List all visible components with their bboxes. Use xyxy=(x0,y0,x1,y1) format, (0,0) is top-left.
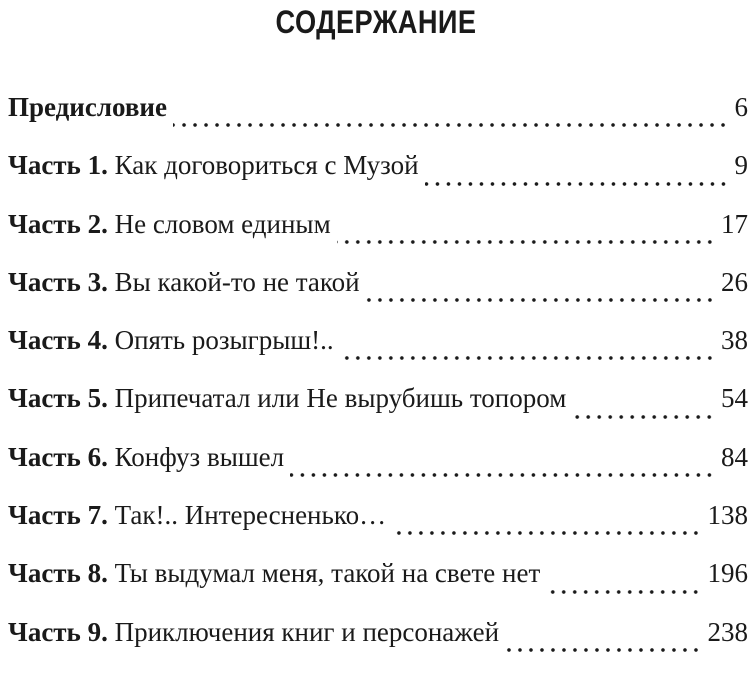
toc-entry-label xyxy=(8,500,386,531)
toc-entry-page: 84 xyxy=(721,441,748,472)
toc-entry-label xyxy=(8,267,360,298)
toc-entry[interactable] xyxy=(8,442,748,500)
toc-entry[interactable] xyxy=(8,617,748,675)
toc-entry-title: Конфуз вышел xyxy=(114,441,285,472)
toc-entry-label xyxy=(8,383,566,414)
toc-entry-label xyxy=(8,150,419,181)
toc-entry-title: Как договориться с Музой xyxy=(114,150,419,181)
toc-entry-title: Ты выдумал меня, такой на свете нет xyxy=(114,558,541,589)
toc-entry-label xyxy=(8,617,499,648)
toc-entry[interactable] xyxy=(8,92,748,150)
toc-entry-part: Часть 5. xyxy=(8,383,108,414)
toc-entry-page: 6 xyxy=(734,92,748,122)
toc-entry[interactable] xyxy=(8,267,748,325)
toc-entry-label xyxy=(8,442,284,473)
toc-entry[interactable] xyxy=(8,383,748,441)
dot-leader xyxy=(572,400,715,420)
dot-leader xyxy=(340,341,715,361)
toc-entry-title: Припечатал или Не вырубишь топором xyxy=(114,383,567,414)
toc-entry-part: Часть 7. xyxy=(8,500,108,531)
toc-entry-label xyxy=(8,558,540,589)
dot-leader xyxy=(337,225,715,245)
toc-entry-part: Часть 6. xyxy=(8,441,108,472)
toc-entry-title: Так!.. Интересненько… xyxy=(114,500,387,531)
toc-entry-page: 9 xyxy=(734,150,748,181)
toc-entry-title: Опять розыгрыш!.. xyxy=(114,325,334,356)
toc-entry-title: Не словом единым xyxy=(114,208,331,239)
dot-leader xyxy=(392,516,701,536)
dot-leader xyxy=(505,633,701,653)
toc-entry-part: Часть 8. xyxy=(8,558,108,589)
toc-entry[interactable] xyxy=(8,500,748,558)
toc-entry-page: 138 xyxy=(707,500,748,531)
toc-entry-page: 54 xyxy=(721,383,748,414)
toc-entry[interactable] xyxy=(8,209,748,267)
toc-entry-part: Часть 2. xyxy=(8,208,108,239)
toc-entry-page: 26 xyxy=(721,266,748,297)
toc-entry-label xyxy=(8,92,167,123)
toc-entry-part: Часть 4. xyxy=(8,325,108,356)
toc-entry-label xyxy=(8,209,331,240)
toc-entry-title: Вы какой-то не такой xyxy=(114,266,360,297)
toc-entry[interactable] xyxy=(8,558,748,616)
toc-entry-title: Приключения книг и персонажей xyxy=(114,616,500,647)
dot-leader xyxy=(425,167,729,187)
toc-entry-label xyxy=(8,325,334,356)
toc-entry-page: 38 xyxy=(721,325,748,356)
toc-entry[interactable] xyxy=(8,325,748,383)
dot-leader xyxy=(546,575,701,595)
dot-leader xyxy=(173,108,729,128)
toc-entry-part: Часть 1. xyxy=(8,150,108,181)
dot-leader xyxy=(366,283,715,303)
toc-list xyxy=(8,92,748,675)
page-title: СОДЕРЖАНИЕ xyxy=(275,4,477,40)
toc-entry-part: Часть 9. xyxy=(8,616,108,647)
toc-entry-page: 196 xyxy=(707,558,748,589)
dot-leader xyxy=(290,458,715,478)
toc-entry-page: 238 xyxy=(707,616,748,647)
toc-entry-page: 17 xyxy=(721,208,748,239)
toc-entry-part: Предисловие xyxy=(8,92,167,122)
toc-entry-part: Часть 3. xyxy=(8,266,108,297)
toc-entry[interactable] xyxy=(8,150,748,208)
